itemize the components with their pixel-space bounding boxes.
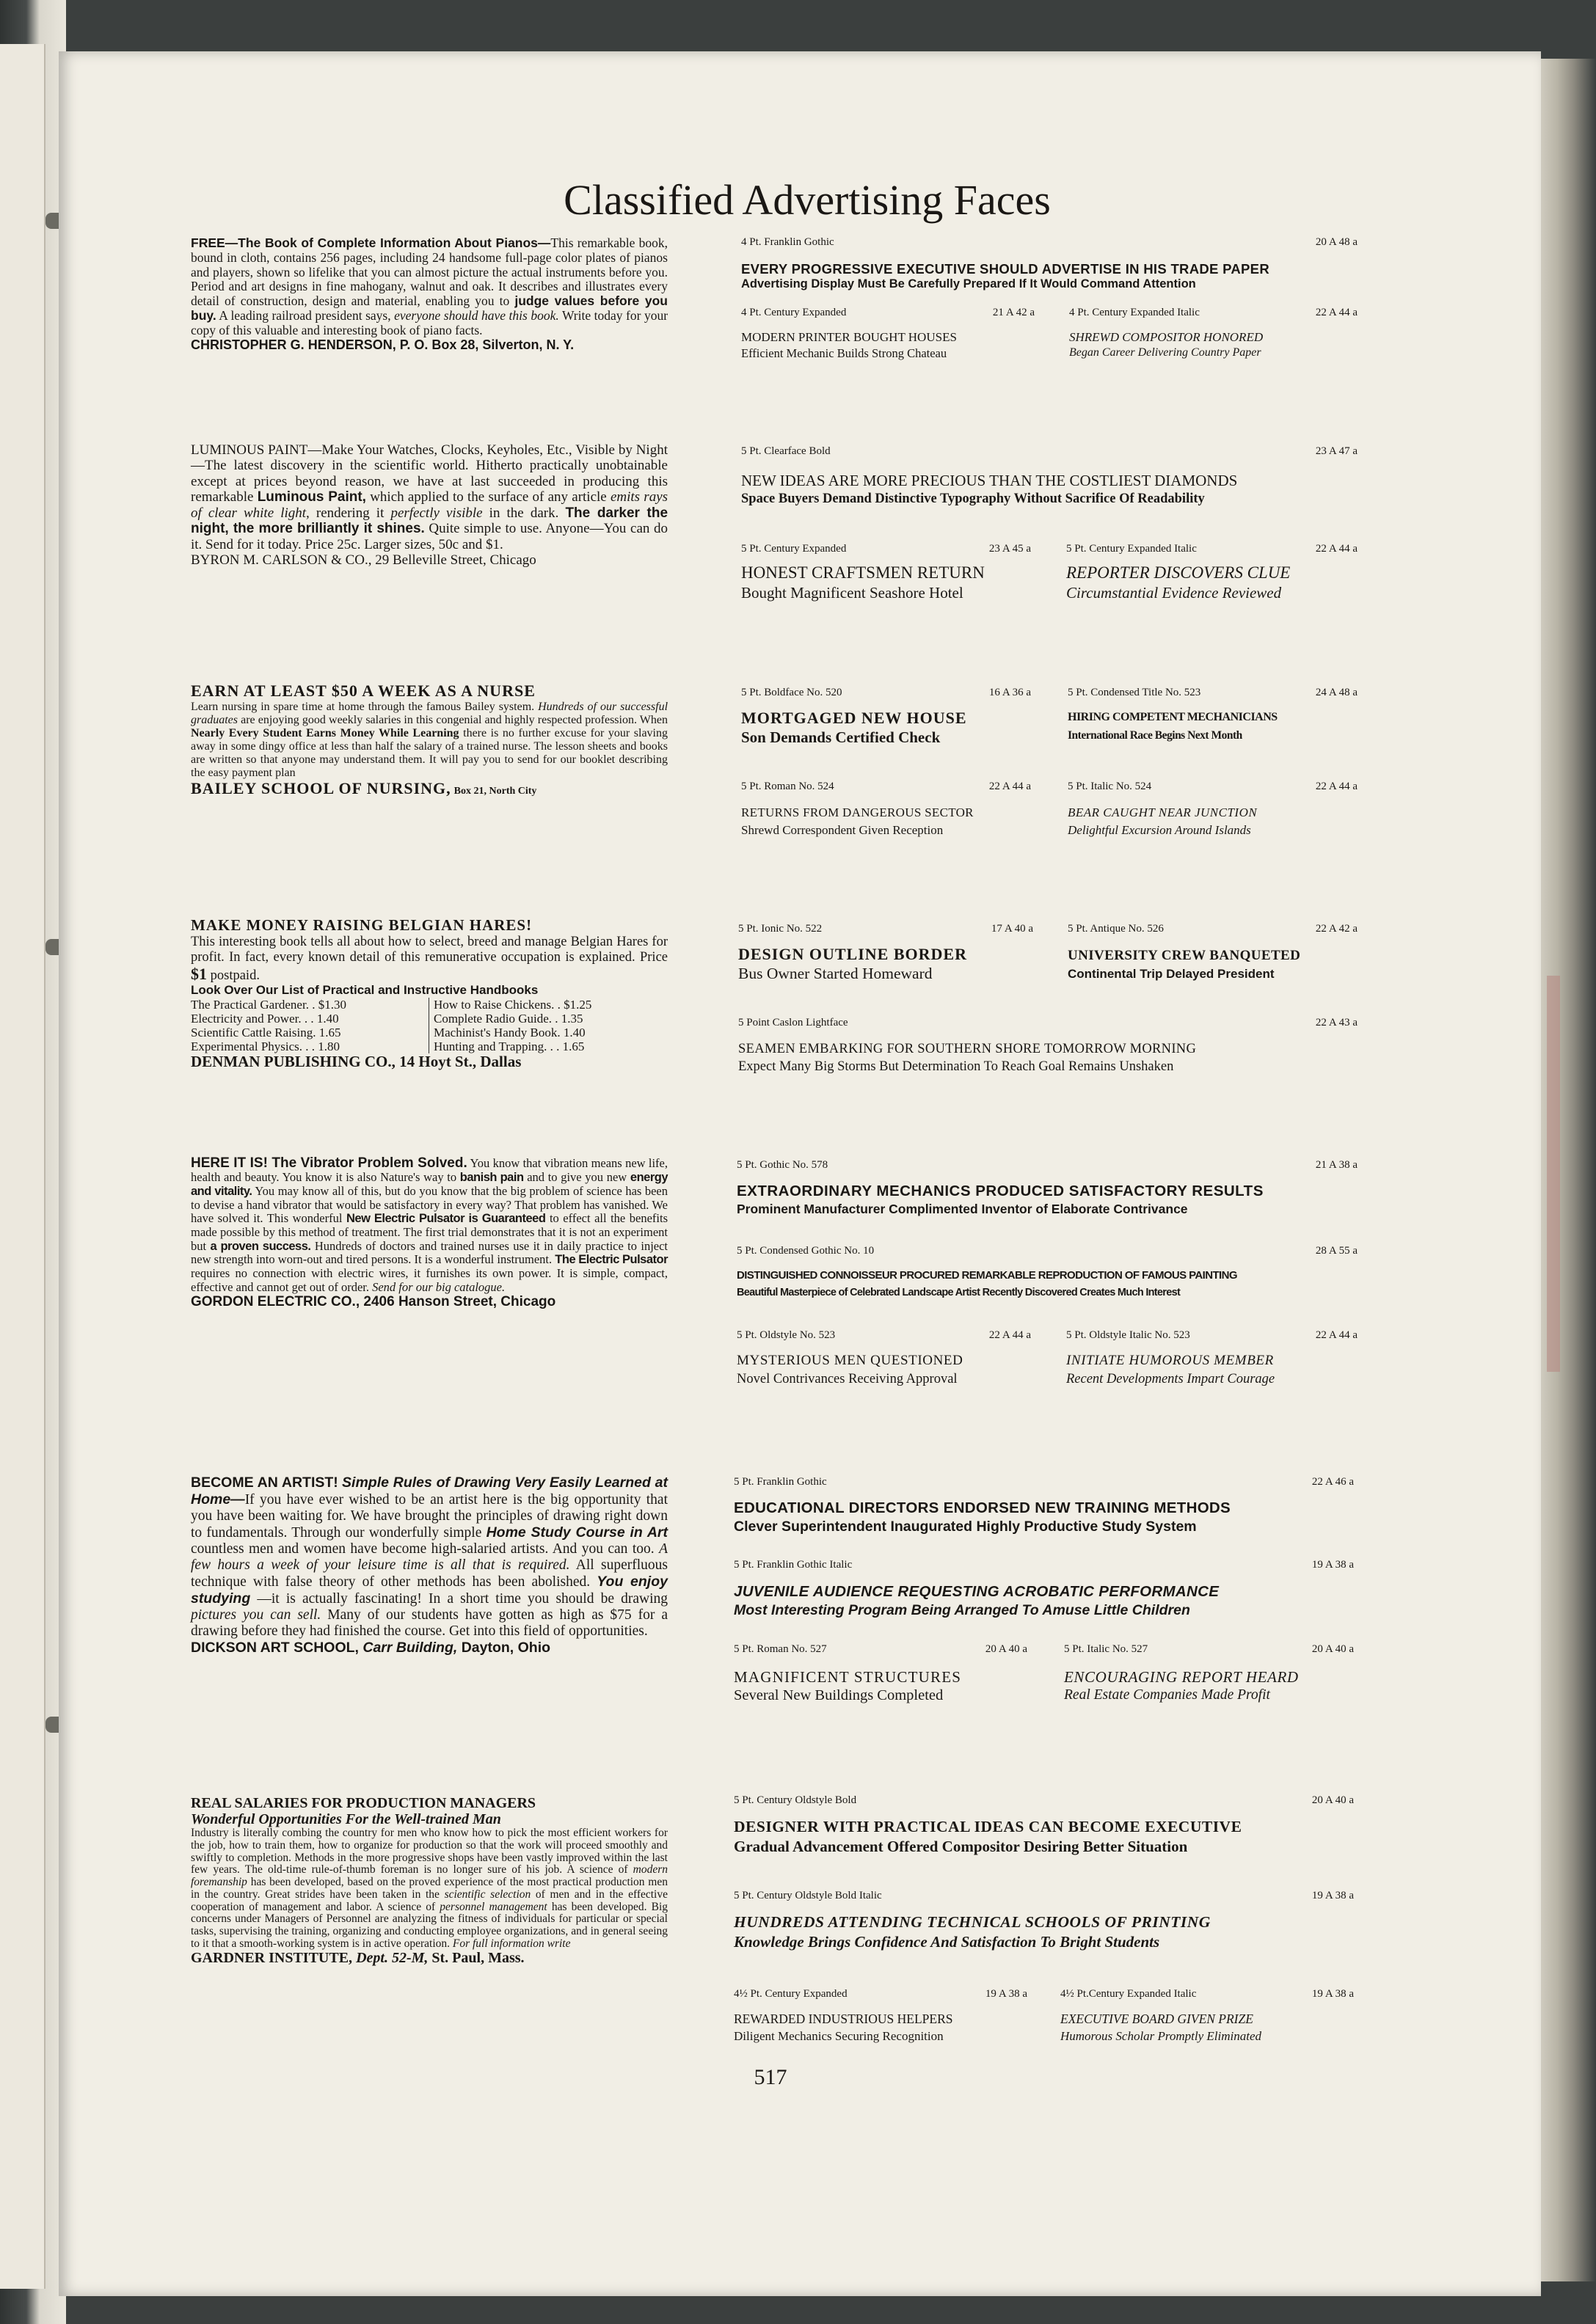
ad-signature: GORDON ELECTRIC CO., 2406 Hanson Street, Chicago: [191, 1294, 556, 1310]
specimen-line-1: DESIGNER WITH PRACTICAL IDEAS CAN BECOME EXECUTIVE: [734, 1818, 1242, 1835]
specimen-line-1: MORTGAGED NEW HOUSE: [741, 709, 967, 727]
specimen-count: 21 A 38 a: [1315, 1159, 1358, 1171]
specimen-line-2: Bus Owner Started Homeward: [738, 965, 933, 982]
specimen-line-2: Recent Developments Impart Courage: [1066, 1372, 1275, 1386]
ad-signature: BAILEY SCHOOL OF NURSING,: [191, 779, 451, 798]
specimen-label: 4 Pt. Century Expanded Italic: [1069, 307, 1200, 318]
specimen-line-1: EXTRAORDINARY MECHANICS PRODUCED SATISFACTORY RESULTS: [737, 1183, 1264, 1199]
specimen-count: 22 A 44 a: [1315, 543, 1358, 555]
specimen-line-2: International Race Begins Next Month: [1068, 729, 1242, 742]
specimen-label: 5 Pt. Century Expanded Italic: [1066, 543, 1197, 555]
ad-vibrator: [191, 1155, 668, 1310]
specimen-label: 5 Pt. Century Oldstyle Bold Italic: [734, 1890, 882, 1901]
specimen-line-1: ENCOURAGING REPORT HEARD: [1064, 1668, 1299, 1686]
ad-signature: BYRON M. CARLSON & CO., 29 Belleville Street, Chicago: [191, 552, 536, 569]
ad-body: of men and in the effective cooperation of management and labor. A science of: [191, 1888, 668, 1913]
specimen-line-1: MYSTERIOUS MEN QUESTIONED: [737, 1353, 963, 1368]
ad-italic: For full information write: [452, 1937, 571, 1950]
ad-body: Many of our students have gotten as high as $75 for a drawing before they had finished the course. Get into this field of opportunities.: [191, 1607, 668, 1640]
ad-body: postpaid.: [210, 968, 260, 983]
handbook-price-list: [191, 998, 668, 1054]
specimen-label: 5 Pt. Clearface Bold: [741, 445, 831, 457]
ad-signature: GARDNER INSTITUTE,: [191, 1949, 353, 1966]
specimen-line-1: EVERY PROGRESSIVE EXECUTIVE SHOULD ADVERTISE IN HIS TRADE PAPER: [741, 261, 1269, 277]
list-item: Hunting and Trapping. . . 1.65: [434, 1039, 585, 1054]
list-item: How to Raise Chickens. . $1.25: [434, 997, 592, 1012]
specimen-label: 5 Pt. Condensed Title No. 523: [1068, 687, 1201, 698]
specimen-label: 5 Point Caslon Lightface: [738, 1017, 848, 1028]
specimen-count: 19 A 38 a: [1311, 1559, 1354, 1571]
facing-page-edge: [0, 44, 45, 2289]
specimen-line-1: REWARDED INDUSTRIOUS HELPERS: [734, 2011, 953, 2026]
ad-signature-italic: Dept. 52-M,: [356, 1949, 429, 1966]
ad-head-italic: Simple Rules of Drawing Very Easily Learned at Home—: [191, 1475, 668, 1508]
specimen-label: 5 Pt. Roman No. 527: [734, 1643, 827, 1655]
ad-body: You may know all of this, but do you know that the big problem of science has been to devise a hand vibrator that would be satisfactory in every way? That problem has vanished. We have solved it. This wonderful: [191, 1184, 668, 1226]
ad-bold: Look Over Our List of Practical and Instructive Handbooks: [191, 983, 539, 998]
specimen-label: 5 Pt. Century Expanded: [741, 543, 847, 555]
ad-bold: Nearly Every Student Earns Money While Learning: [191, 727, 459, 740]
list-item: Scientific Cattle Raising. 1.65: [191, 1026, 429, 1039]
specimen-line-1: SHREWD COMPOSITOR HONORED: [1069, 330, 1264, 344]
specimen-line-2: Several New Buildings Completed: [734, 1687, 944, 1703]
ad-bold: The darker the night, the more brilliantly it shines.: [191, 505, 668, 537]
specimen-line-2: Advertising Display Must Be Carefully Prepared If It Would Command Attention: [741, 277, 1196, 290]
ad-head: FREE—The Book of Complete Information About Pianos—: [191, 235, 551, 250]
specimen-label: 4½ Pt.Century Expanded Italic: [1060, 1988, 1197, 2000]
ad-body: —it is actually fascinating! In a short time you should be drawing: [257, 1591, 668, 1607]
specimen-line-2: Clever Superintendent Inaugurated Highly Productive Study System: [734, 1519, 1197, 1535]
specimen-label: 5 Pt. Condensed Gothic No. 10: [737, 1245, 875, 1257]
specimen-label: 4 Pt. Franklin Gothic: [741, 236, 834, 248]
specimen-line-2: Space Buyers Demand Distinctive Typography Without Sacrifice Of Readability: [741, 492, 1205, 506]
ad-italic: everyone should have this book.: [394, 307, 559, 323]
specimen-line-1: EDUCATIONAL DIRECTORS ENDORSED NEW TRAINING METHODS: [734, 1499, 1231, 1516]
specimen-line-2: Beautiful Masterpiece of Celebrated Landscape Artist Recently Discovered Creates Much Interest: [737, 1287, 1181, 1298]
ad-head: MAKE MONEY RAISING BELGIAN HARES!: [191, 916, 533, 934]
ad-signature: CHRISTOPHER G. HENDERSON, P. O. Box 28, Silverton, N. Y.: [191, 337, 575, 353]
specimen-count: 22 A 44 a: [1315, 1329, 1358, 1341]
list-item: Machinist's Handy Book. 1.40: [434, 1026, 586, 1039]
ad-pianos: [191, 236, 668, 353]
ad-nursing: [191, 682, 668, 798]
ad-head: EARN AT LEAST $50 A WEEK AS A NURSE: [191, 682, 536, 700]
ad-body: Industry is literally combing the country for men who know how to pick the most efficient workers for the job, how to train them, how to organize for production so that the work will proceed smoothly and swiftly to completion. Methods in the more progressive shops have been vastly improved within the last few years. The old-time rule-of-thumb foreman is no longer sure of his job. A science of: [191, 1827, 668, 1877]
specimen-count: 20 A 40 a: [985, 1643, 1027, 1655]
specimen-label: 5 Pt. Italic No. 524: [1068, 781, 1152, 792]
specimen-line-2: Real Estate Companies Made Profit: [1064, 1687, 1270, 1703]
ad-body: to effect all the benefits made possible by this method of treatment. The first trial demonstrates that it is not an experiment but: [191, 1211, 668, 1253]
specimen-label: 5 Pt. Franklin Gothic: [734, 1476, 827, 1488]
specimen-label: 5 Pt. Ionic No. 522: [738, 923, 823, 935]
specimen-line-2: Novel Contrivances Receiving Approval: [737, 1372, 958, 1386]
specimen-count: 23 A 47 a: [1315, 445, 1358, 457]
specimen-line-2: Humorous Scholar Promptly Eliminated: [1060, 2029, 1262, 2043]
specimen-line-2: Son Demands Certified Check: [741, 728, 941, 746]
ad-italic: pictures you can sell.: [191, 1607, 321, 1623]
ad-body: Hundreds of doctors and trained nurses use it in daily practice to inject new strength into worn-out and tired persons. It is a wonderful instrument.: [191, 1238, 668, 1267]
ad-body: Learn nursing in spare time at home through the famous Bailey system.: [191, 700, 535, 713]
specimen-line-2: Bought Magnificent Seashore Hotel: [741, 584, 963, 602]
specimen-line-1: BEAR CAUGHT NEAR JUNCTION: [1068, 805, 1258, 819]
specimen-line-2: Efficient Mechanic Builds Strong Chateau: [741, 346, 947, 360]
specimen-count: 20 A 48 a: [1315, 236, 1358, 248]
specimen-label: 5 Pt. Oldstyle No. 523: [737, 1329, 836, 1341]
specimen-line-2: Circumstantial Evidence Reviewed: [1066, 584, 1282, 602]
ad-body: requires no connection with electric wires, it furnishes its own power. It is simple, compact, effective and cannot get out of order.: [191, 1265, 668, 1294]
ad-bold: judge values before you buy.: [191, 293, 668, 323]
specimen-count: 20 A 40 a: [1311, 1794, 1354, 1806]
ad-signature-italic: Carr Building,: [362, 1640, 458, 1656]
ad-head: BECOME AN ARTIST!: [191, 1475, 338, 1491]
ad-bold: Luminous Paint,: [257, 489, 366, 505]
ad-body: A leading railroad president says,: [219, 307, 391, 323]
specimen-count: 17 A 40 a: [991, 923, 1033, 935]
list-item: Complete Radio Guide. . 1.35: [434, 1011, 583, 1026]
page-tab-marker: [1547, 976, 1560, 1372]
specimen-label: 5 Pt. Gothic No. 578: [737, 1159, 828, 1171]
ad-italic: perfectly visible: [390, 505, 483, 521]
specimen-line-2: Began Career Delivering Country Paper: [1069, 346, 1261, 359]
specimen-label: 4 Pt. Century Expanded: [741, 307, 847, 318]
specimen-count: 22 A 44 a: [988, 1329, 1031, 1341]
specimen-line-2: Diligent Mechanics Securing Recognition: [734, 2029, 944, 2043]
specimen-label: 5 Pt. Franklin Gothic Italic: [734, 1559, 853, 1571]
specimen-label: 5 Pt. Roman No. 524: [741, 781, 834, 792]
ad-bold: Home Study Course in Art: [486, 1524, 668, 1541]
specimen-line-2: Delightful Excursion Around Islands: [1068, 823, 1251, 837]
ad-signature-address: Box 21, North City: [453, 786, 537, 797]
specimen-line-1: DESIGN OUTLINE BORDER: [738, 945, 967, 963]
specimen-line-1: EXECUTIVE BOARD GIVEN PRIZE: [1060, 2011, 1253, 2026]
specimen-label: 4½ Pt. Century Expanded: [734, 1988, 848, 2000]
specimen-label: 5 Pt. Oldstyle Italic No. 523: [1066, 1329, 1190, 1341]
ad-bold: banish pain: [459, 1171, 524, 1185]
specimen-count: 19 A 38 a: [1311, 1890, 1354, 1901]
specimen-line-1: JUVENILE AUDIENCE REQUESTING ACROBATIC PERFORMANCE: [734, 1583, 1220, 1600]
ad-italic: A few hours a week of your leisure time is all that is required.: [191, 1541, 668, 1574]
ad-head: LUMINOUS PAINT—Make Your Watches, Clocks, Keyholes, Etc., Visible by Night—: [191, 442, 668, 474]
ad-production-managers: [191, 1796, 668, 1966]
specimen-count: 24 A 48 a: [1315, 687, 1358, 698]
list-item: Experimental Physics. . . 1.80: [191, 1039, 429, 1053]
specimen-count: 22 A 44 a: [1315, 307, 1358, 318]
ad-signature-end: Dayton, Ohio: [461, 1640, 551, 1656]
ad-body: there is no further excuse for your slaving away in some dingy office at less than half the salary of a trained nurse. The lesson sheets and books are written so that anyone may understand them. It will pay you to send for our booklet describing the easy payment plan: [191, 727, 668, 780]
specimen-line-2: Continental Trip Delayed President: [1068, 967, 1275, 981]
ad-price: $1: [191, 964, 207, 983]
specimen-line-2: Prominent Manufacturer Complimented Inventor of Elaborate Contrivance: [737, 1202, 1188, 1216]
ad-body: has been developed. Big concerns under Managers of Personnel are analyzing the fitness of individuals for particular or special tasks, supervising the training, organizing and conducting employee organizations, and in general seeing to it that a smooth-working system is in active operation.: [191, 1900, 668, 1950]
specimen-line-1: HUNDREDS ATTENDING TECHNICAL SCHOOLS OF PRINTING: [734, 1913, 1211, 1931]
ad-signature: DENMAN PUBLISHING CO., 14 Hoyt St., Dallas: [191, 1053, 522, 1071]
specimen-label: 5 Pt. Boldface No. 520: [741, 687, 842, 698]
specimen-count: 22 A 43 a: [1315, 1017, 1358, 1028]
specimen-label: 5 Pt. Antique No. 526: [1068, 923, 1164, 935]
specimen-line-1: MAGNIFICENT STRUCTURES: [734, 1668, 962, 1686]
specimen-line-2: Expect Many Big Storms But Determination To Reach Goal Remains Unshaken: [738, 1059, 1174, 1074]
ad-bold: energy and vitality.: [191, 1171, 668, 1199]
ad-body: has been developed, based on the proved experience of the most practical production men in the country. Great strides have been taken in the: [191, 1876, 668, 1901]
ad-bold: a proven success.: [210, 1239, 311, 1253]
specimen-count: 22 A 42 a: [1315, 923, 1358, 935]
ad-italic: scientific selection: [444, 1888, 531, 1901]
specimen-count: 20 A 40 a: [1311, 1643, 1354, 1655]
ad-body: Quite simple to use. Anyone—You can do it. Send for it today. Price 25c. Larger sizes, 50c and $1.: [191, 521, 668, 552]
ad-body: Write today for your copy of this valuable and interesting book of piano facts.: [191, 307, 668, 337]
specimen-line-2: Most Interesting Program Being Arranged To Amuse Little Children: [734, 1602, 1190, 1618]
ad-body: countless men and women have become high-salaried artists. And you can too.: [191, 1541, 655, 1557]
ad-head: HERE IT IS! The Vibrator Problem Solved.: [191, 1155, 467, 1171]
specimen-label: 5 Pt. Italic No. 527: [1064, 1643, 1148, 1655]
ad-luminous-paint: [191, 442, 668, 569]
specimen-count: 28 A 55 a: [1315, 1245, 1358, 1257]
page-number: 517: [754, 2065, 787, 2089]
ad-body: in the dark.: [489, 505, 559, 521]
ad-belgian-hares: [191, 917, 668, 1071]
ad-body: If you have ever wished to be an artist here is the big opportunity that you have been waiting for. We have brought the principles of drawing right down to fundamentals. Through our wonderfully simple: [191, 1492, 668, 1541]
ad-italic: modern foremanship: [191, 1863, 668, 1889]
specimen-count: 19 A 38 a: [1311, 1988, 1354, 2000]
ad-body: are enjoying good weekly salaries in this congenial and highly respected profession. When: [241, 713, 668, 726]
specimen-line-1: REPORTER DISCOVERS CLUE: [1066, 563, 1291, 582]
specimen-count: 22 A 46 a: [1311, 1476, 1354, 1488]
ad-italic: Hundreds of our successful graduates: [191, 700, 668, 726]
specimen-count: 21 A 42 a: [992, 307, 1035, 318]
ad-body: which applied to the surface of any article: [370, 489, 607, 505]
ad-head: REAL SALARIES FOR PRODUCTION MANAGERS: [191, 1795, 536, 1811]
ad-body: rendering it: [316, 505, 385, 521]
ad-bold: New Electric Pulsator is Guaranteed: [346, 1212, 546, 1226]
ad-signature: DICKSON ART SCHOOL,: [191, 1640, 359, 1656]
specimen-line-1: UNIVERSITY CREW BANQUETED: [1068, 948, 1301, 963]
specimen-count: 22 A 44 a: [1315, 781, 1358, 792]
specimen-line-1: HONEST CRAFTSMEN RETURN: [741, 563, 985, 582]
specimen-line-1: NEW IDEAS ARE MORE PRECIOUS THAN THE COSTLIEST DIAMONDS: [741, 472, 1238, 489]
page-title: Classified Advertising Faces: [564, 175, 1051, 224]
specimen-line-1: RETURNS FROM DANGEROUS SECTOR: [741, 805, 974, 819]
ad-body: and to give you new: [527, 1170, 627, 1185]
specimen-line-1: HIRING COMPETENT MECHANICIANS: [1068, 711, 1278, 723]
ad-body: This interesting book tells all about how to select, breed and manage Belgian Hares for profit. In fact, every known detail of this remunerative occupation is explained. Price: [191, 934, 668, 965]
specimen-line-1: INITIATE HUMOROUS MEMBER: [1066, 1353, 1274, 1368]
ad-italic: emits rays of clear white light,: [191, 489, 668, 521]
specimen-line-2: Gradual Advancement Offered Compositor Desiring Better Situation: [734, 1838, 1188, 1855]
specimen-line-1: SEAMEN EMBARKING FOR SOUTHERN SHORE TOMORROW MORNING: [738, 1042, 1197, 1056]
ad-body: This remarkable book, bound in cloth, contains 256 pages, including 24 handsome full-page color plates of pianos and players, shown so lifelike that you can almost picture the actual instruments before you. Period and art designs in fine mahogany, walnut and oak. It describes and illustrates every detail of construction, design and material, enabling you to: [191, 235, 668, 309]
ad-signature-end: St. Paul, Mass.: [431, 1949, 525, 1966]
specimen-count: 19 A 38 a: [985, 1988, 1027, 2000]
ad-art-school: [191, 1475, 668, 1656]
ad-body: You know that vibration means new life, health and beauty. You know it is also Nature's way to: [191, 1156, 668, 1185]
ad-italic: Send for our big catalogue.: [372, 1279, 506, 1294]
ad-bold: The Electric Pulsator: [555, 1253, 668, 1267]
specimen-count: 16 A 36 a: [988, 687, 1031, 698]
specimen-label: 5 Pt. Century Oldstyle Bold: [734, 1794, 857, 1806]
specimen-count: 22 A 44 a: [988, 781, 1031, 792]
ad-subhead: Wonderful Opportunities For the Well-trained Man: [191, 1810, 501, 1827]
list-item: The Practical Gardener. . $1.30: [191, 998, 429, 1012]
ad-body: All superfluous technique with false theory of other methods has been abolished.: [191, 1557, 668, 1590]
specimen-line-2: Shrewd Correspondent Given Reception: [741, 823, 944, 837]
specimen-line-1: MODERN PRINTER BOUGHT HOUSES: [741, 330, 957, 344]
ad-body: The latest discovery in the scientific world. Hitherto practically unobtainable except at prices beyond reason, we have at last succeeded in producing this remarkable: [191, 458, 668, 505]
specimen-line-1: DISTINGUISHED CONNOISSEUR PROCURED REMARKABLE REPRODUCTION OF FAMOUS PAINTING: [737, 1269, 1237, 1282]
list-item: Electricity and Power. . . 1.40: [191, 1012, 429, 1026]
specimen-count: 23 A 45 a: [988, 543, 1031, 555]
specimen-line-2: Knowledge Brings Confidence And Satisfaction To Bright Students: [734, 1933, 1160, 1951]
ad-italic: personnel management: [440, 1900, 547, 1913]
ad-bold: You enjoy studying: [191, 1574, 668, 1607]
